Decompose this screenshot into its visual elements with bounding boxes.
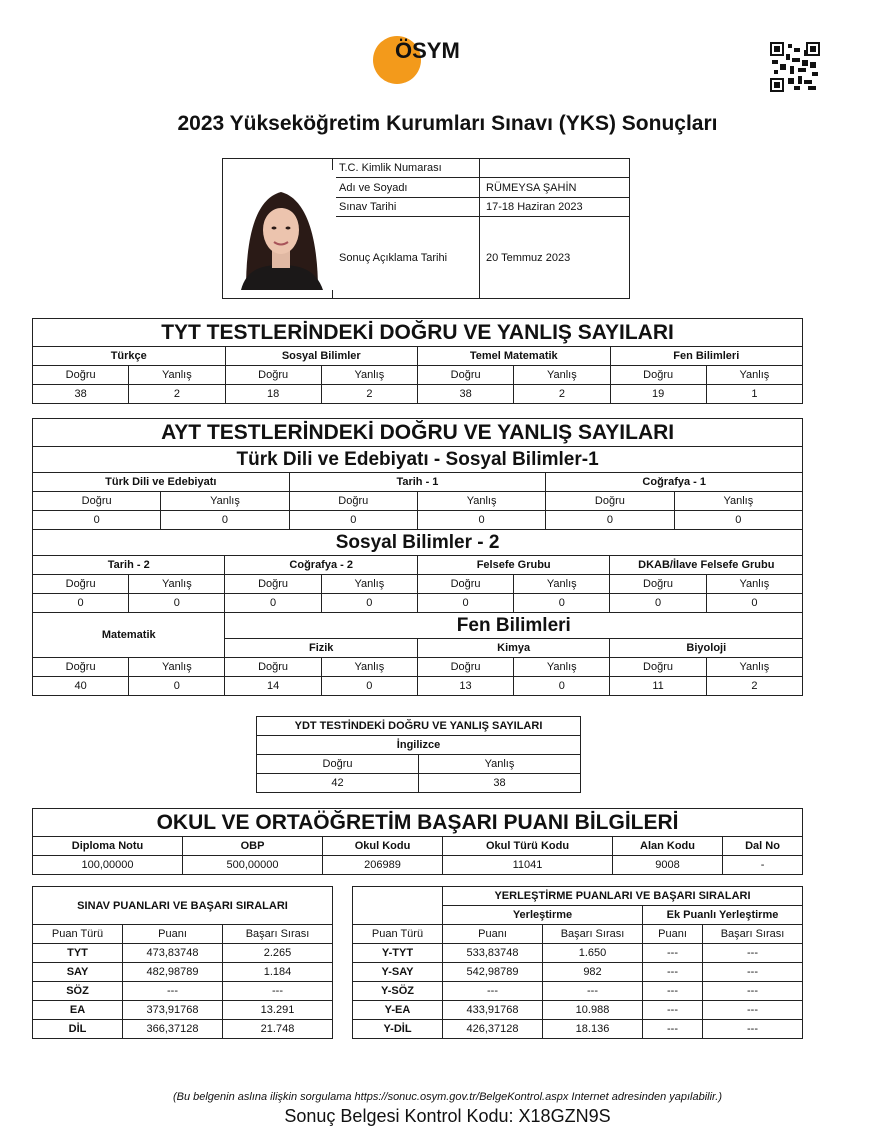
dogru-header: Doğru (610, 575, 706, 594)
yanlis-header: Yanlış (129, 575, 225, 594)
table-row: SAY (33, 963, 123, 982)
okul-header: Alan Kodu (613, 837, 723, 856)
score-cell: 0 (514, 594, 610, 613)
table-row: Y-TYT (353, 944, 443, 963)
okul-value: 100,00000 (33, 856, 183, 875)
table-row: --- (703, 1020, 803, 1039)
verification-note: (Bu belgenin aslına ilişkin sorgulama https://sonuc.osym.gov.tr/BelgeKontrol.aspx Internet adresinden yapılabilir.) (172, 1091, 723, 1103)
table-row: --- (643, 982, 703, 1001)
yanlis-header: Yanlış (514, 366, 610, 385)
ek-puanli-sub: Ek Puanlı Yerleştirme (643, 906, 803, 925)
table-row: SÖZ (33, 982, 123, 1001)
dogru-header: Doğru (546, 492, 674, 511)
yanlis-header: Yanlış (129, 658, 225, 677)
score-cell: 0 (514, 677, 610, 696)
okul-value: 11041 (443, 856, 613, 875)
yerlestirme-header: Puanı (643, 925, 703, 944)
yanlis-header: Yanlış (321, 366, 417, 385)
table-row: --- (703, 944, 803, 963)
score-cell: 2 (129, 385, 225, 404)
ayt-subject: Tarih - 1 (289, 473, 546, 492)
yanlis-header: Yanlış (321, 575, 417, 594)
ayt-subject: Coğrafya - 1 (546, 473, 803, 492)
score-cell: 19 (610, 385, 706, 404)
score-cell: 2 (514, 385, 610, 404)
yanlis-header: Yanlış (514, 575, 610, 594)
dogru-header: Doğru (225, 658, 321, 677)
dogru-header: Doğru (610, 658, 706, 677)
table-row: --- (703, 1001, 803, 1020)
okul-value: 206989 (323, 856, 443, 875)
table-row: 2.265 (223, 944, 333, 963)
yanlis-header: Yanlış (514, 658, 610, 677)
ayt-section-1: Türk Dili ve Edebiyatı - Sosyal Bilimler-1 (33, 447, 803, 473)
ayt-subject: DKAB/İlave Felsefe Grubu (610, 556, 803, 575)
score-cell: 0 (417, 594, 513, 613)
tyt-title: TYT TESTLERİNDEKİ DOĞRU VE YANLIŞ SAYILARI (33, 319, 803, 347)
yanlis-header: Yanlış (321, 658, 417, 677)
ydt-title: YDT TESTİNDEKİ DOĞRU VE YANLIŞ SAYILARI (257, 717, 581, 736)
score-cell: 0 (33, 511, 161, 530)
yerlestirme-header: Puan Türü (353, 925, 443, 944)
ayt-subject: Fizik (225, 639, 417, 658)
fen-bilimleri-header: Fen Bilimleri (225, 613, 803, 639)
dogru-header: Doğru (225, 366, 321, 385)
yanlis-header: Yanlış (161, 492, 289, 511)
okul-header: Okul Türü Kodu (443, 837, 613, 856)
okul-value: - (723, 856, 803, 875)
table-row: 18.136 (543, 1020, 643, 1039)
tyt-subject: Türkçe (33, 347, 226, 366)
ayt-subject: Coğrafya - 2 (225, 556, 417, 575)
yerlestirme-header: Başarı Sırası (543, 925, 643, 944)
dogru-header: Doğru (33, 366, 129, 385)
score-cell: 38 (419, 774, 581, 793)
yanlis-header: Yanlış (674, 492, 803, 511)
yerlestirme-header: Başarı Sırası (703, 925, 803, 944)
score-cell: 42 (257, 774, 419, 793)
yanlis-header: Yanlış (417, 492, 545, 511)
ayt-subject: Biyoloji (610, 639, 803, 658)
table-row: 1.184 (223, 963, 333, 982)
table-row: 366,37128 (123, 1020, 223, 1039)
info-label: T.C. Kimlik Numarası (333, 159, 480, 178)
score-cell: 18 (225, 385, 321, 404)
logo-text: ÖSYM (395, 38, 460, 63)
dogru-header: Doğru (257, 755, 419, 774)
info-label: Sonuç Açıklama Tarihi (333, 217, 480, 299)
dogru-header: Doğru (289, 492, 417, 511)
score-cell: 14 (225, 677, 321, 696)
table-row: DİL (33, 1020, 123, 1039)
score-cell: 0 (610, 594, 706, 613)
score-cell: 38 (418, 385, 514, 404)
dogru-header: Doğru (417, 658, 513, 677)
dogru-header: Doğru (610, 366, 706, 385)
score-cell: 0 (417, 511, 545, 530)
yanlis-header: Yanlış (129, 366, 225, 385)
ayt-table (32, 418, 803, 696)
yanlis-header: Yanlış (419, 755, 581, 774)
info-label: Adı ve Soyadı (333, 178, 480, 197)
score-cell: 0 (706, 594, 803, 613)
score-cell: 0 (33, 594, 129, 613)
qr-code-icon (770, 42, 820, 92)
table-row: --- (443, 982, 543, 1001)
ydt-language: İngilizce (257, 736, 581, 755)
table-row: --- (543, 982, 643, 1001)
yerlestirme-table (352, 886, 803, 1039)
dogru-header: Doğru (417, 575, 513, 594)
table-row: 433,91768 (443, 1001, 543, 1020)
ydt-table (256, 716, 581, 793)
dogru-header: Doğru (418, 366, 514, 385)
score-cell: 11 (610, 677, 706, 696)
dogru-header: Doğru (33, 492, 161, 511)
table-row: --- (643, 1020, 703, 1039)
score-cell: 0 (674, 511, 803, 530)
sinav-puanlari-table (32, 886, 333, 1039)
score-cell: 38 (33, 385, 129, 404)
ayt-title: AYT TESTLERİNDEKİ DOĞRU VE YANLIŞ SAYILARI (33, 419, 803, 447)
score-cell: 0 (225, 594, 321, 613)
table-row: --- (703, 982, 803, 1001)
table-row: 10.988 (543, 1001, 643, 1020)
sinav-header: Başarı Sırası (223, 925, 333, 944)
yanlis-header: Yanlış (706, 366, 802, 385)
score-cell: 0 (129, 677, 225, 696)
table-row: 21.748 (223, 1020, 333, 1039)
okul-header: Diploma Notu (33, 837, 183, 856)
yerlestirme-header: Puanı (443, 925, 543, 944)
table-row: 533,83748 (443, 944, 543, 963)
score-cell: 0 (161, 511, 289, 530)
table-row: Y-EA (353, 1001, 443, 1020)
sinav-header: Puan Türü (33, 925, 123, 944)
student-photo (226, 170, 336, 290)
score-cell: 0 (321, 594, 417, 613)
okul-value: 500,00000 (183, 856, 323, 875)
yanlis-header: Yanlış (706, 575, 803, 594)
score-cell: 0 (289, 511, 417, 530)
score-cell: 40 (33, 677, 129, 696)
table-row: --- (703, 963, 803, 982)
okul-header: OBP (183, 837, 323, 856)
score-cell: 0 (546, 511, 674, 530)
score-cell: 2 (321, 385, 417, 404)
okul-table (32, 808, 803, 875)
info-label: Sınav Tarihi (333, 197, 480, 216)
page-title: 2023 Yükseköğretim Kurumları Sınavı (YKS) Sonuçları (177, 112, 718, 135)
sinav-title: SINAV PUANLARI VE BAŞARI SIRALARI (33, 887, 333, 925)
tyt-table (32, 318, 803, 404)
ayt-subject: Kimya (417, 639, 609, 658)
score-cell: 13 (417, 677, 513, 696)
ayt-subject: Tarih - 2 (33, 556, 225, 575)
table-row: 542,98789 (443, 963, 543, 982)
table-row: --- (643, 1001, 703, 1020)
tyt-subject: Temel Matematik (418, 347, 611, 366)
table-row: Y-SÖZ (353, 982, 443, 1001)
score-cell: 2 (706, 677, 803, 696)
table-row: TYT (33, 944, 123, 963)
info-value: RÜMEYSA ŞAHİN (480, 178, 630, 197)
dogru-header: Doğru (225, 575, 321, 594)
table-row: --- (643, 963, 703, 982)
score-cell: 1 (706, 385, 802, 404)
okul-header: Dal No (723, 837, 803, 856)
ayt-subject: Felsefe Grubu (417, 556, 609, 575)
table-row: --- (643, 944, 703, 963)
osym-logo (373, 36, 483, 86)
table-row: Y-SAY (353, 963, 443, 982)
table-row: EA (33, 1001, 123, 1020)
score-cell: 0 (129, 594, 225, 613)
yerlestirme-corner (353, 887, 443, 925)
score-cell: 0 (321, 677, 417, 696)
okul-title: OKUL VE ORTAÖĞRETİM BAŞARI PUANI BİLGİLERİ (33, 809, 803, 837)
okul-value: 9008 (613, 856, 723, 875)
table-row: 982 (543, 963, 643, 982)
yerlestirme-sub: Yerleştirme (443, 906, 643, 925)
info-value (480, 159, 630, 178)
info-value: 20 Temmuz 2023 (480, 217, 630, 299)
tyt-subject: Sosyal Bilimler (225, 347, 418, 366)
info-value: 17-18 Haziran 2023 (480, 197, 630, 216)
dogru-header: Doğru (33, 575, 129, 594)
matematik-header: Matematik (33, 613, 225, 658)
table-row: 426,37128 (443, 1020, 543, 1039)
yanlis-header: Yanlış (706, 658, 803, 677)
table-row: --- (223, 982, 333, 1001)
table-row: 13.291 (223, 1001, 333, 1020)
table-row: 482,98789 (123, 963, 223, 982)
table-row: 1.650 (543, 944, 643, 963)
table-row: 373,91768 (123, 1001, 223, 1020)
table-row: --- (123, 982, 223, 1001)
table-row: Y-DİL (353, 1020, 443, 1039)
table-row: 473,83748 (123, 944, 223, 963)
ayt-section-2: Sosyal Bilimler - 2 (33, 530, 803, 556)
sinav-header: Puanı (123, 925, 223, 944)
control-code: Sonuç Belgesi Kontrol Kodu: X18GZN9S (284, 1106, 611, 1126)
dogru-header: Doğru (33, 658, 129, 677)
yerlestirme-title: YERLEŞTİRME PUANLARI VE BAŞARI SIRALARI (443, 887, 803, 906)
tyt-subject: Fen Bilimleri (610, 347, 803, 366)
ayt-subject: Türk Dili ve Edebiyatı (33, 473, 290, 492)
okul-header: Okul Kodu (323, 837, 443, 856)
